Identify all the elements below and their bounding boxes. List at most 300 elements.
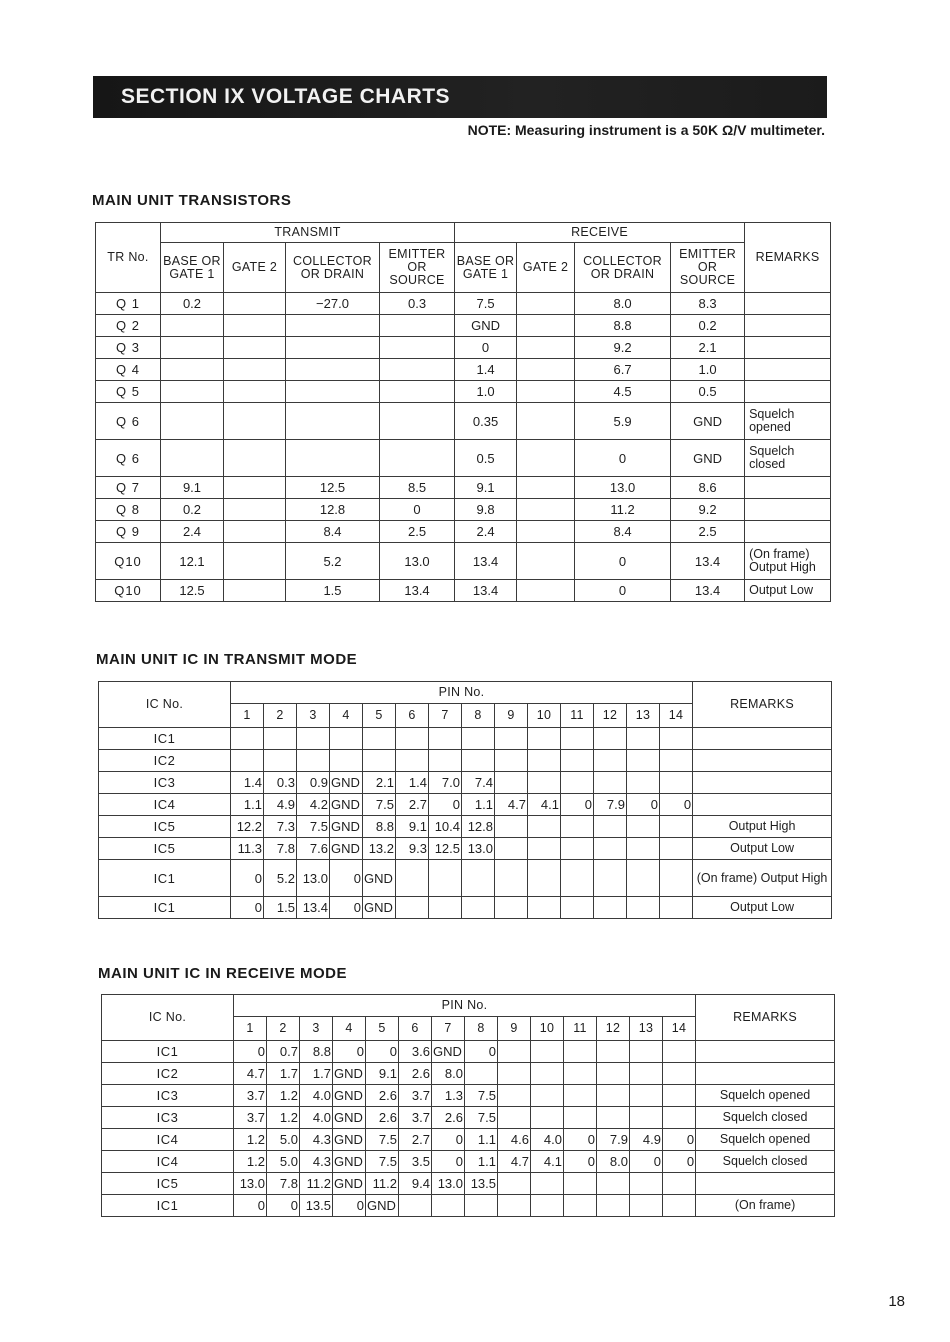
- table-row: [99, 772, 832, 794]
- voltage-cell: [462, 860, 495, 897]
- voltage-cell: 9.8: [455, 499, 517, 521]
- voltage-cell: 1.4: [396, 772, 429, 794]
- pin-number: 11: [564, 1017, 597, 1041]
- remarks-cell: Squelch opened: [696, 1085, 835, 1107]
- voltage-cell: 7.9: [597, 1129, 630, 1151]
- col-tx-base: BASE OR GATE 1: [161, 243, 224, 293]
- voltage-cell: 12.8: [286, 499, 380, 521]
- voltage-cell: 2.4: [161, 521, 224, 543]
- voltage-cell: 13.0: [380, 543, 455, 580]
- voltage-cell: 8.4: [575, 521, 671, 543]
- voltage-cell: [528, 897, 561, 919]
- voltage-cell: 2.5: [380, 521, 455, 543]
- voltage-cell: [660, 860, 693, 897]
- ic-number: IC5: [102, 1173, 234, 1195]
- voltage-cell: 0: [333, 1041, 366, 1063]
- remarks-cell: [745, 359, 831, 381]
- voltage-cell: 8.0: [597, 1151, 630, 1173]
- voltage-cell: [630, 1085, 663, 1107]
- voltage-cell: 2.6: [399, 1063, 432, 1085]
- voltage-cell: 8.0: [432, 1063, 465, 1085]
- voltage-cell: [380, 403, 455, 440]
- voltage-cell: 2.6: [366, 1107, 399, 1129]
- voltage-cell: [663, 1173, 696, 1195]
- remarks-cell: [693, 728, 832, 750]
- voltage-cell: 12.5: [286, 477, 380, 499]
- pin-number: 10: [531, 1017, 564, 1041]
- voltage-cell: [495, 897, 528, 919]
- voltage-cell: [594, 838, 627, 860]
- voltage-cell: [224, 403, 286, 440]
- voltage-cell: 0: [575, 440, 671, 477]
- ic-number: IC1: [102, 1041, 234, 1063]
- ic-transmit-heading: MAIN UNIT IC IN TRANSMIT MODE: [96, 651, 358, 668]
- voltage-cell: [627, 860, 660, 897]
- voltage-cell: [528, 772, 561, 794]
- tr-number: Q 5: [96, 381, 161, 403]
- voltage-cell: [399, 1195, 432, 1217]
- remarks-cell: Output Low: [693, 897, 832, 919]
- voltage-cell: [429, 728, 462, 750]
- voltage-cell: 0: [660, 794, 693, 816]
- voltage-cell: [396, 750, 429, 772]
- voltage-cell: [330, 728, 363, 750]
- voltage-cell: 11.2: [366, 1173, 399, 1195]
- voltage-cell: 0.35: [455, 403, 517, 440]
- voltage-cell: [498, 1041, 531, 1063]
- voltage-cell: [429, 860, 462, 897]
- voltage-cell: [627, 816, 660, 838]
- voltage-cell: 7.4: [462, 772, 495, 794]
- voltage-cell: [297, 750, 330, 772]
- tr-number: Q 6: [96, 440, 161, 477]
- voltage-cell: 0: [627, 794, 660, 816]
- voltage-cell: [561, 897, 594, 919]
- voltage-cell: [528, 816, 561, 838]
- table-row: [99, 816, 832, 838]
- voltage-cell: [432, 1195, 465, 1217]
- voltage-cell: 0: [231, 897, 264, 919]
- col-rx-collector: COLLECTOR OR DRAIN: [575, 243, 671, 293]
- voltage-cell: 1.2: [267, 1085, 300, 1107]
- voltage-cell: 0: [330, 897, 363, 919]
- voltage-cell: [594, 816, 627, 838]
- voltage-cell: 1.1: [231, 794, 264, 816]
- voltage-cell: 4.1: [528, 794, 561, 816]
- voltage-cell: [498, 1107, 531, 1129]
- voltage-cell: 13.4: [455, 543, 517, 580]
- table-row: [96, 359, 831, 381]
- voltage-cell: 0: [234, 1195, 267, 1217]
- voltage-cell: GND: [330, 794, 363, 816]
- voltage-cell: 2.7: [396, 794, 429, 816]
- voltage-cell: [517, 381, 575, 403]
- voltage-cell: 5.2: [286, 543, 380, 580]
- voltage-cell: [597, 1195, 630, 1217]
- voltage-cell: [224, 293, 286, 315]
- voltage-cell: [594, 897, 627, 919]
- voltage-cell: [495, 816, 528, 838]
- voltage-cell: 0: [465, 1041, 498, 1063]
- voltage-cell: GND: [330, 838, 363, 860]
- voltage-cell: 7.5: [366, 1151, 399, 1173]
- voltage-cell: 0: [429, 794, 462, 816]
- ic-number: IC2: [99, 750, 231, 772]
- voltage-cell: 13.4: [380, 580, 455, 602]
- table-row: [102, 1151, 835, 1173]
- voltage-cell: [330, 750, 363, 772]
- voltage-cell: GND: [333, 1063, 366, 1085]
- remarks-cell: [696, 1041, 835, 1063]
- voltage-cell: 7.5: [297, 816, 330, 838]
- pin-number: 5: [363, 704, 396, 728]
- ic-number: IC5: [99, 816, 231, 838]
- voltage-cell: [161, 359, 224, 381]
- voltage-cell: 1.5: [286, 580, 380, 602]
- voltage-cell: [517, 293, 575, 315]
- voltage-cell: 11.3: [231, 838, 264, 860]
- remarks-cell: Squelch closed: [745, 440, 831, 477]
- table-row: [96, 315, 831, 337]
- voltage-cell: 3.7: [234, 1107, 267, 1129]
- voltage-cell: 8.6: [671, 477, 745, 499]
- voltage-cell: [429, 750, 462, 772]
- voltage-cell: [297, 728, 330, 750]
- table-row: [96, 543, 831, 580]
- pin-number: 3: [300, 1017, 333, 1041]
- table-row: [96, 499, 831, 521]
- col-icno: IC No.: [102, 995, 234, 1041]
- voltage-cell: 7.0: [429, 772, 462, 794]
- table-row: [96, 521, 831, 543]
- pin-number: 12: [597, 1017, 630, 1041]
- table-row: [102, 1195, 835, 1217]
- tr-number: Q10: [96, 543, 161, 580]
- voltage-cell: 4.5: [575, 381, 671, 403]
- col-pin-group: PIN No.: [234, 995, 696, 1017]
- table-row: [102, 1063, 835, 1085]
- voltage-cell: [517, 337, 575, 359]
- voltage-cell: 3.7: [399, 1107, 432, 1129]
- voltage-cell: 1.3: [432, 1085, 465, 1107]
- col-icno: IC No.: [99, 682, 231, 728]
- voltage-cell: 0: [564, 1151, 597, 1173]
- voltage-cell: [630, 1195, 663, 1217]
- voltage-cell: 0: [455, 337, 517, 359]
- ic-number: IC5: [99, 838, 231, 860]
- remarks-cell: [745, 293, 831, 315]
- voltage-cell: 0.7: [267, 1041, 300, 1063]
- voltage-cell: 0: [630, 1151, 663, 1173]
- table-row: [99, 897, 832, 919]
- voltage-cell: [224, 580, 286, 602]
- voltage-cell: [495, 838, 528, 860]
- col-remarks: REMARKS: [693, 682, 832, 728]
- voltage-cell: [663, 1063, 696, 1085]
- pin-number: 6: [396, 704, 429, 728]
- voltage-cell: [517, 403, 575, 440]
- pin-number: 12: [594, 704, 627, 728]
- remarks-cell: Output High: [693, 816, 832, 838]
- page-number: 18: [888, 1293, 905, 1310]
- voltage-cell: [627, 750, 660, 772]
- voltage-cell: [597, 1107, 630, 1129]
- voltage-cell: [531, 1195, 564, 1217]
- voltage-cell: 8.0: [575, 293, 671, 315]
- voltage-cell: [597, 1041, 630, 1063]
- group-receive: RECEIVE: [455, 223, 745, 243]
- ic-number: IC4: [102, 1129, 234, 1151]
- remarks-cell: Output Low: [693, 838, 832, 860]
- remarks-cell: [696, 1063, 835, 1085]
- voltage-cell: [161, 381, 224, 403]
- voltage-cell: [380, 440, 455, 477]
- voltage-cell: 0: [575, 543, 671, 580]
- voltage-cell: GND: [363, 860, 396, 897]
- voltage-cell: 4.0: [300, 1085, 333, 1107]
- voltage-cell: 9.1: [366, 1063, 399, 1085]
- voltage-cell: [396, 860, 429, 897]
- pin-number: 6: [399, 1017, 432, 1041]
- voltage-cell: 1.4: [231, 772, 264, 794]
- voltage-cell: 0.5: [455, 440, 517, 477]
- voltage-cell: [630, 1063, 663, 1085]
- voltage-cell: [630, 1041, 663, 1063]
- voltage-cell: 4.7: [498, 1151, 531, 1173]
- voltage-cell: [224, 337, 286, 359]
- voltage-cell: 5.0: [267, 1151, 300, 1173]
- voltage-cell: [564, 1173, 597, 1195]
- voltage-cell: [561, 728, 594, 750]
- voltage-cell: 0.2: [161, 293, 224, 315]
- voltage-cell: [462, 728, 495, 750]
- voltage-cell: [564, 1195, 597, 1217]
- voltage-cell: 3.5: [399, 1151, 432, 1173]
- col-trno: TR No.: [96, 223, 161, 293]
- voltage-cell: [660, 838, 693, 860]
- table-row: [96, 580, 831, 602]
- voltage-cell: 0.2: [161, 499, 224, 521]
- remarks-cell: Squelch opened: [745, 403, 831, 440]
- tr-number: Q 3: [96, 337, 161, 359]
- voltage-cell: 8.3: [671, 293, 745, 315]
- section-banner: [93, 76, 827, 118]
- tr-number: Q 7: [96, 477, 161, 499]
- ic-receive-heading: MAIN UNIT IC IN RECEIVE MODE: [98, 965, 348, 982]
- voltage-cell: [286, 403, 380, 440]
- voltage-cell: 4.9: [264, 794, 297, 816]
- voltage-cell: GND: [333, 1107, 366, 1129]
- pin-number: 13: [627, 704, 660, 728]
- remarks-cell: [745, 315, 831, 337]
- voltage-cell: 1.4: [455, 359, 517, 381]
- tr-number: Q 8: [96, 499, 161, 521]
- voltage-cell: [564, 1085, 597, 1107]
- pin-number: 4: [330, 704, 363, 728]
- remarks-cell: [696, 1173, 835, 1195]
- voltage-cell: [224, 315, 286, 337]
- remarks-cell: [745, 499, 831, 521]
- voltage-cell: [627, 728, 660, 750]
- voltage-cell: 13.4: [671, 580, 745, 602]
- voltage-cell: 4.9: [630, 1129, 663, 1151]
- voltage-cell: 1.2: [234, 1151, 267, 1173]
- voltage-cell: [286, 359, 380, 381]
- voltage-cell: 13.2: [363, 838, 396, 860]
- table-row: [96, 293, 831, 315]
- voltage-cell: [465, 1063, 498, 1085]
- ic-number: IC1: [102, 1195, 234, 1217]
- voltage-cell: 1.2: [234, 1129, 267, 1151]
- voltage-cell: 11.2: [300, 1173, 333, 1195]
- voltage-cell: [594, 772, 627, 794]
- voltage-cell: GND: [366, 1195, 399, 1217]
- transistors-heading: MAIN UNIT TRANSISTORS: [92, 192, 292, 209]
- voltage-cell: [564, 1041, 597, 1063]
- voltage-cell: 8.8: [575, 315, 671, 337]
- voltage-cell: [286, 381, 380, 403]
- table-row: [96, 403, 831, 440]
- voltage-cell: 3.7: [399, 1085, 432, 1107]
- voltage-cell: [224, 499, 286, 521]
- voltage-cell: 4.2: [297, 794, 330, 816]
- voltage-cell: 0: [234, 1041, 267, 1063]
- section-title: SECTION IX VOLTAGE CHARTS: [121, 85, 451, 108]
- tr-number: Q10: [96, 580, 161, 602]
- ic-number: IC4: [99, 794, 231, 816]
- voltage-cell: [224, 543, 286, 580]
- voltage-cell: [517, 477, 575, 499]
- voltage-cell: [462, 750, 495, 772]
- voltage-cell: [627, 772, 660, 794]
- voltage-cell: 4.0: [300, 1107, 333, 1129]
- voltage-cell: [380, 359, 455, 381]
- pin-number: 8: [462, 704, 495, 728]
- voltage-cell: 4.7: [495, 794, 528, 816]
- voltage-cell: GND: [363, 897, 396, 919]
- col-remarks: REMARKS: [745, 223, 831, 293]
- voltage-cell: [517, 499, 575, 521]
- voltage-cell: 7.8: [264, 838, 297, 860]
- voltage-cell: [224, 521, 286, 543]
- voltage-cell: [517, 359, 575, 381]
- voltage-cell: 9.1: [161, 477, 224, 499]
- voltage-cell: [531, 1107, 564, 1129]
- voltage-cell: 0: [231, 860, 264, 897]
- voltage-cell: [531, 1173, 564, 1195]
- voltage-cell: 5.9: [575, 403, 671, 440]
- remarks-cell: [693, 772, 832, 794]
- voltage-cell: 0: [330, 860, 363, 897]
- voltage-cell: 1.7: [300, 1063, 333, 1085]
- voltage-cell: [224, 359, 286, 381]
- voltage-cell: [561, 838, 594, 860]
- voltage-cell: 13.0: [462, 838, 495, 860]
- voltage-cell: [660, 728, 693, 750]
- voltage-cell: 0: [432, 1129, 465, 1151]
- voltage-cell: [264, 750, 297, 772]
- voltage-cell: [224, 477, 286, 499]
- voltage-cell: 4.6: [498, 1129, 531, 1151]
- voltage-cell: 0: [380, 499, 455, 521]
- table-row: [102, 1129, 835, 1151]
- voltage-cell: [663, 1041, 696, 1063]
- voltage-cell: 5.0: [267, 1129, 300, 1151]
- voltage-cell: [495, 750, 528, 772]
- voltage-cell: [663, 1085, 696, 1107]
- voltage-cell: 12.2: [231, 816, 264, 838]
- voltage-cell: 4.0: [531, 1129, 564, 1151]
- voltage-cell: 13.4: [671, 543, 745, 580]
- voltage-cell: [224, 381, 286, 403]
- voltage-cell: [517, 315, 575, 337]
- transistor-rows: [96, 293, 831, 602]
- voltage-cell: [498, 1063, 531, 1085]
- pin-number: 10: [528, 704, 561, 728]
- voltage-cell: 7.5: [465, 1085, 498, 1107]
- voltage-cell: 7.5: [363, 794, 396, 816]
- voltage-cell: 1.1: [462, 794, 495, 816]
- voltage-cell: 9.1: [396, 816, 429, 838]
- remarks-cell: (On frame) Output High: [745, 543, 831, 580]
- voltage-cell: [561, 860, 594, 897]
- voltage-cell: [498, 1195, 531, 1217]
- voltage-cell: 7.3: [264, 816, 297, 838]
- voltage-cell: 2.1: [671, 337, 745, 359]
- voltage-cell: [528, 728, 561, 750]
- voltage-cell: 13.4: [297, 897, 330, 919]
- voltage-cell: [380, 381, 455, 403]
- pin-number: 13: [630, 1017, 663, 1041]
- voltage-cell: 12.8: [462, 816, 495, 838]
- voltage-cell: [597, 1173, 630, 1195]
- pin-number: 9: [498, 1017, 531, 1041]
- col-rx-gate2: GATE 2: [517, 243, 575, 293]
- voltage-cell: [531, 1085, 564, 1107]
- voltage-cell: 9.2: [575, 337, 671, 359]
- ic-receive-table: [101, 994, 835, 1217]
- voltage-cell: 9.4: [399, 1173, 432, 1195]
- voltage-cell: 0: [432, 1151, 465, 1173]
- voltage-cell: 0.5: [671, 381, 745, 403]
- voltage-cell: [231, 728, 264, 750]
- tr-number: Q 4: [96, 359, 161, 381]
- voltage-cell: 1.7: [267, 1063, 300, 1085]
- pin-number: 9: [495, 704, 528, 728]
- col-rx-base: BASE OR GATE 1: [455, 243, 517, 293]
- voltage-cell: GND: [333, 1173, 366, 1195]
- voltage-cell: 12.5: [161, 580, 224, 602]
- voltage-cell: [495, 728, 528, 750]
- voltage-cell: 0: [267, 1195, 300, 1217]
- voltage-cell: [564, 1063, 597, 1085]
- voltage-cell: 8.4: [286, 521, 380, 543]
- voltage-cell: [161, 440, 224, 477]
- voltage-cell: GND: [671, 403, 745, 440]
- table-row: [96, 477, 831, 499]
- table-row: [102, 1041, 835, 1063]
- tr-number: Q 9: [96, 521, 161, 543]
- table-row: [96, 337, 831, 359]
- voltage-cell: GND: [333, 1129, 366, 1151]
- voltage-cell: [531, 1063, 564, 1085]
- voltage-cell: GND: [333, 1085, 366, 1107]
- pin-number: 3: [297, 704, 330, 728]
- voltage-cell: [594, 750, 627, 772]
- voltage-cell: 5.2: [264, 860, 297, 897]
- voltage-cell: [465, 1195, 498, 1217]
- remarks-cell: [745, 477, 831, 499]
